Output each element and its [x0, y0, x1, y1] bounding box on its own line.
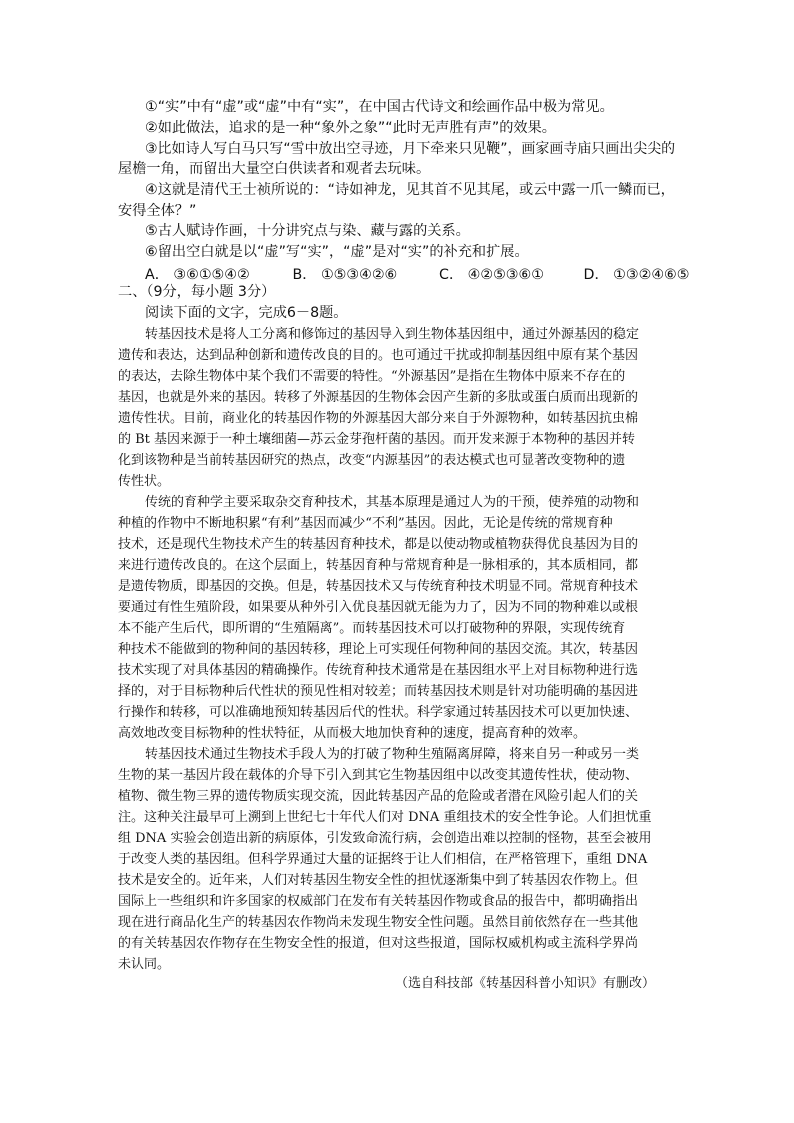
- q5-item-4: ④这就是清代王士祯所说的：“诗如神龙，见其首不见其尾，或云中露一爪一鳞而已，: [145, 182, 675, 198]
- passage-line: 遗传性状。目前，商业化的转基因作物的外源基因大部分来自于外源物种，如转基因抗虫棉: [118, 411, 639, 426]
- q5-item-2: ②如此做法，追求的是一种“象外之象”“此时无声胜有声”的效果。: [145, 120, 556, 136]
- passage-line: 传性状。: [118, 474, 171, 489]
- q5-option-a: A． ③⑥①⑤④②: [145, 267, 250, 283]
- passage-line: 化到该物种是当前转基因研究的热点，改变“内源基因”的表达模式也可显著改变物种的遗: [118, 453, 626, 468]
- q5-options: [145, 264, 689, 284]
- section2-instruction: 阅读下面的文字，完成6－8题。: [145, 305, 348, 321]
- passage-line: 技术实现了对具体基因的精确操作。传统育种技术通常是在基因组水平上对目标物种进行选: [118, 663, 639, 678]
- passage-line: 技术是安全的。近年来，人们对转基因生物安全性的担忧逐渐集中到了转基因农作物上。但: [118, 873, 639, 888]
- passage-line: 传统的育种学主要采取杂交育种技术，其基本原理是通过人为的干预，使养殖的动物和: [145, 495, 640, 510]
- passage-line: 高效地改变目标物种的性状特征，从而极大地加快育种的速度，提高育种的效率。: [118, 726, 587, 741]
- q5-item-4-cont: 安得全体？”: [118, 203, 197, 219]
- passage-line: 于改变人类的基因组。但科学界通过大量的证据终于让人们相信，在严格管理下，重组 DNA: [118, 852, 648, 867]
- passage-line: 技术，还是现代生物技术产生的转基因育种技术，都是以使动物或植物获得优良基因为目的: [118, 537, 639, 552]
- q5-item-3: ③比如诗人写白马只写“雪中放出空寻迹，月下牵来只见鞭”，画家画寺庙只画出尖尖的: [145, 141, 676, 157]
- passage-line: 生物的某一基因片段在载体的介导下引入到其它生物基因组中以改变其遗传性状，使动物、: [118, 768, 639, 783]
- passage-line: 择的，对于目标物种后代性状的预见性相对较差；而转基因技术则是针对功能明确的基因进: [118, 684, 639, 699]
- q5-option-b: B． ①⑤③④②⑥: [292, 267, 398, 283]
- passage-line: 组 DNA 实验会创造出新的病原体，引发致命流行病，会创造出难以控制的怪物，甚至会被用: [118, 831, 652, 846]
- passage-line: 的表达，去除生物体中某个我们不需要的特性。“外源基因”是指在生物体中原来不存在的: [118, 369, 626, 384]
- passage-line: 转基因技术通过生物技术手段人为的打破了物种生殖隔离屏障，将来自另一种或另一类: [145, 747, 640, 762]
- passage-line: 遗传和表达，达到品种创新和遗传改良的目的。也可通过干扰或抑制基因组中原有某个基因: [118, 348, 639, 363]
- q5-item-3-cont: 屋檐一角，而留出大量空白供读者和观者去玩味。: [118, 161, 431, 177]
- passage-line: 本不能产生后代，即所谓的“生殖隔离”。而转基因技术可以打破物种的界限，实现传统育: [118, 621, 626, 636]
- passage-line: 的 Bt 基因来源于一种土壤细菌—苏云金芽孢杆菌的基因。而开发来源于本物种的基因并转: [118, 432, 636, 447]
- q5-item-5: ⑤古人赋诗作画，十分讲究点与染、藏与露的关系。: [145, 223, 470, 239]
- passage-line: 是遗传物质，即基因的交换。但是，转基因技术又与传统育种技术明显不同。常规育种技术: [118, 579, 639, 594]
- passage-source: （选自科技部《转基因科普小知识》有删改）: [395, 976, 656, 991]
- passage-line: 未认同。: [118, 957, 171, 972]
- q5-item-6: ⑥留出空白就是以“虚”写“实”，“虚”是对“实”的补充和扩展。: [145, 244, 529, 260]
- passage-line: 的有关转基因农作物存在生物安全性的报道，但对这些报道，国际权威机构或主流科学界尚: [118, 936, 639, 951]
- passage-line: 国际上一些组织和许多国家的权威部门在发布有关转基因作物或食品的报告中，都明确指出: [118, 894, 639, 909]
- passage-line: 植物、微生物三界的遗传物质实现交流，因此转基因产品的危险或者潜在风险引起人们的关: [118, 789, 639, 804]
- passage-line: 转基因技术是将人工分离和修饰过的基因导入到生物体基因组中，通过外源基因的稳定: [145, 327, 640, 342]
- passage-line: 基因，也就是外来的基因。转移了外源基因的生物体会因产生新的多肽或蛋白质而出现新的: [118, 390, 639, 405]
- passage-line: 注。这种关注最早可上溯到上世纪七十年代人们对 DNA 重组技术的安全性争论。人们担忧重: [118, 810, 652, 825]
- passage-line: 种技术不能做到的物种间的基因转移，理论上可实现任何物种间的基因交流。其次，转基因: [118, 642, 639, 657]
- section2-heading: 二、（9分，每小题 3分）: [118, 284, 276, 300]
- q5-option-d: D． ①③②④⑥⑤: [583, 267, 690, 283]
- passage-line: 要通过有性生殖阶段，如果要从种外引入优良基因就无能为力了，因为不同的物种难以或根: [118, 600, 639, 615]
- passage-line: 行操作和转移，可以准确地预知转基因后代的性状。科学家通过转基因技术可以更加快速、: [118, 705, 639, 720]
- q5-item-1: ①“实”中有“虚”或“虚”中有“实”，在中国古代诗文和绘画作品中极为常见。: [145, 99, 614, 115]
- q5-option-c: C． ④②⑤③⑥①: [439, 267, 544, 283]
- passage-line: 现在进行商品化生产的转基因农作物尚未发现生物安全性问题。虽然目前依然存在一些其他: [118, 915, 639, 930]
- passage-line: 来进行遗传改良的。在这个层面上，转基因育种与常规育种是一脉相承的，其本质相同，都: [118, 558, 639, 573]
- passage-line: 种植的作物中不断地积累“有利”基因而减少“不利”基因。因此，无论是传统的常规育种: [118, 516, 613, 531]
